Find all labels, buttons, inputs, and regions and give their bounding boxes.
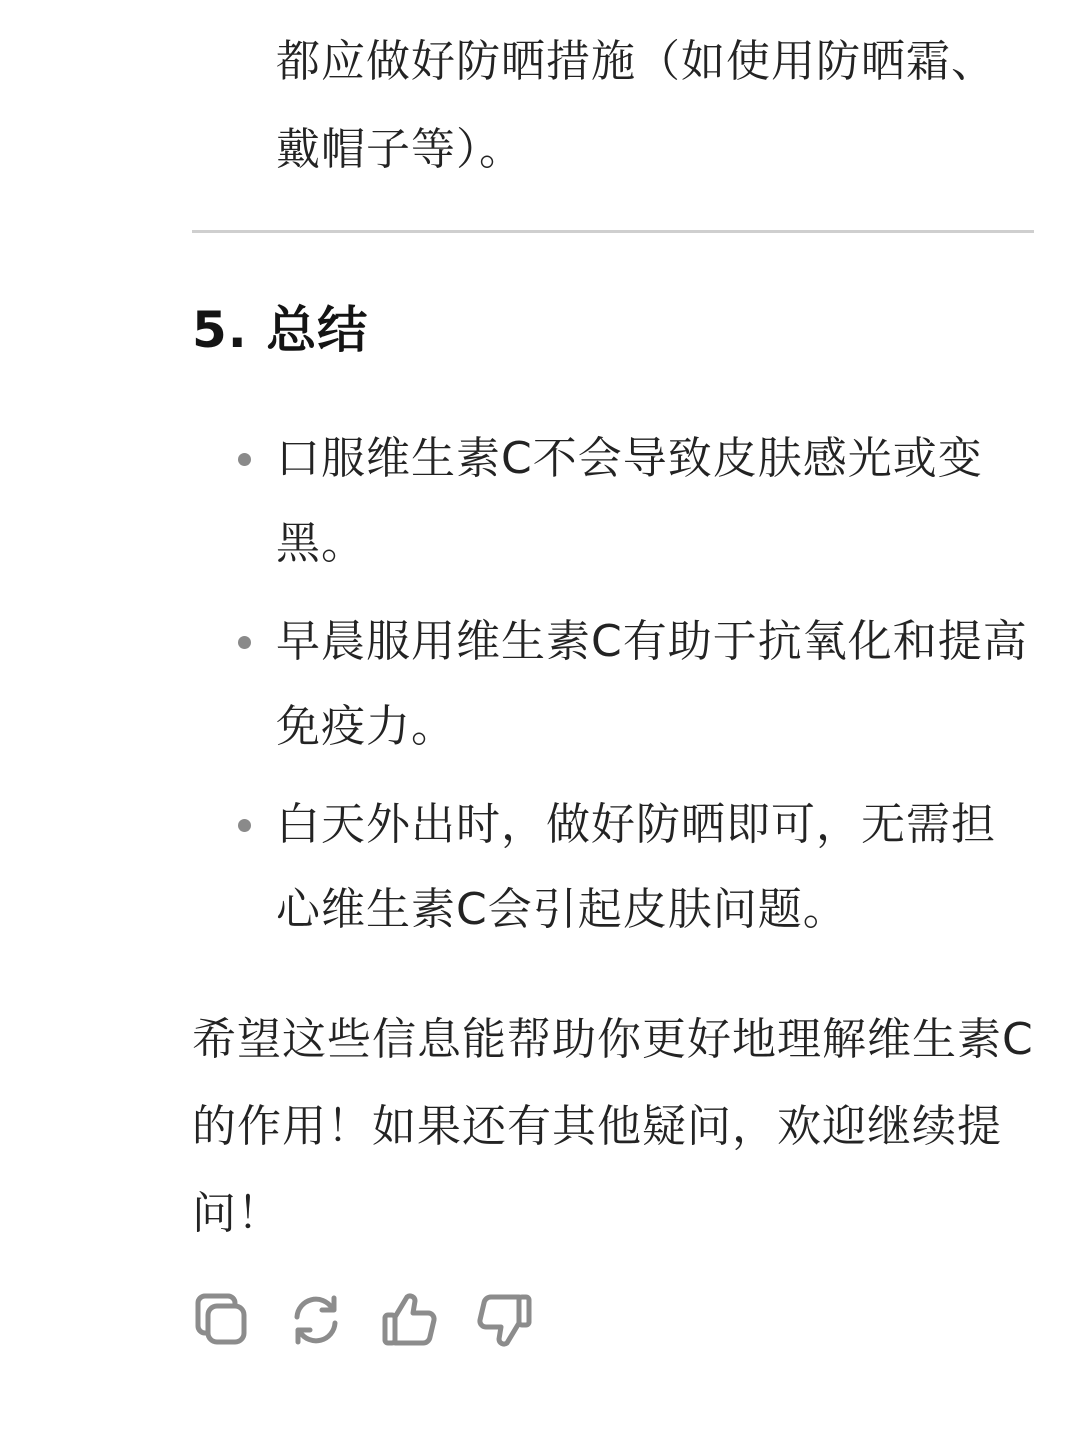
regenerate-button[interactable] (286, 1290, 346, 1350)
summary-list (192, 416, 1034, 965)
thumbs-up-button[interactable] (380, 1290, 440, 1350)
list-item (192, 416, 1034, 586)
thumbs-down-button[interactable] (474, 1290, 534, 1350)
message-content (192, 0, 1034, 194)
thumbs-up-icon (381, 1291, 439, 1349)
previous-paragraph-tail: 都应做好防晒措施（如使用防晒霜、戴帽子等）。 (276, 36, 996, 175)
bullet-dot (238, 636, 251, 649)
closing-paragraph: 希望这些信息能帮助你更好地理解维生素C的作用！如果还有其他疑问，欢迎继续提问！ (192, 1014, 1034, 1239)
bullet-dot (238, 453, 251, 466)
list-item-text: 早晨服用维生素C有助于抗氧化和提高免疫力。 (276, 616, 1028, 752)
thumbs-down-icon (475, 1291, 533, 1349)
section-heading: 5. 总结 (192, 301, 369, 359)
section-divider (192, 230, 1034, 233)
copy-button[interactable] (192, 1290, 252, 1350)
list-item (192, 599, 1034, 769)
regenerate-icon (287, 1291, 345, 1349)
message-actions (192, 1290, 568, 1350)
copy-icon (193, 1291, 251, 1349)
list-item (192, 782, 1034, 952)
list-item-text: 白天外出时，做好防晒即可，无需担心维生素C会引起皮肤问题。 (276, 799, 996, 935)
list-item-text: 口服维生素C不会导致皮肤感光或变黑。 (276, 433, 983, 569)
bullet-dot (238, 819, 251, 832)
